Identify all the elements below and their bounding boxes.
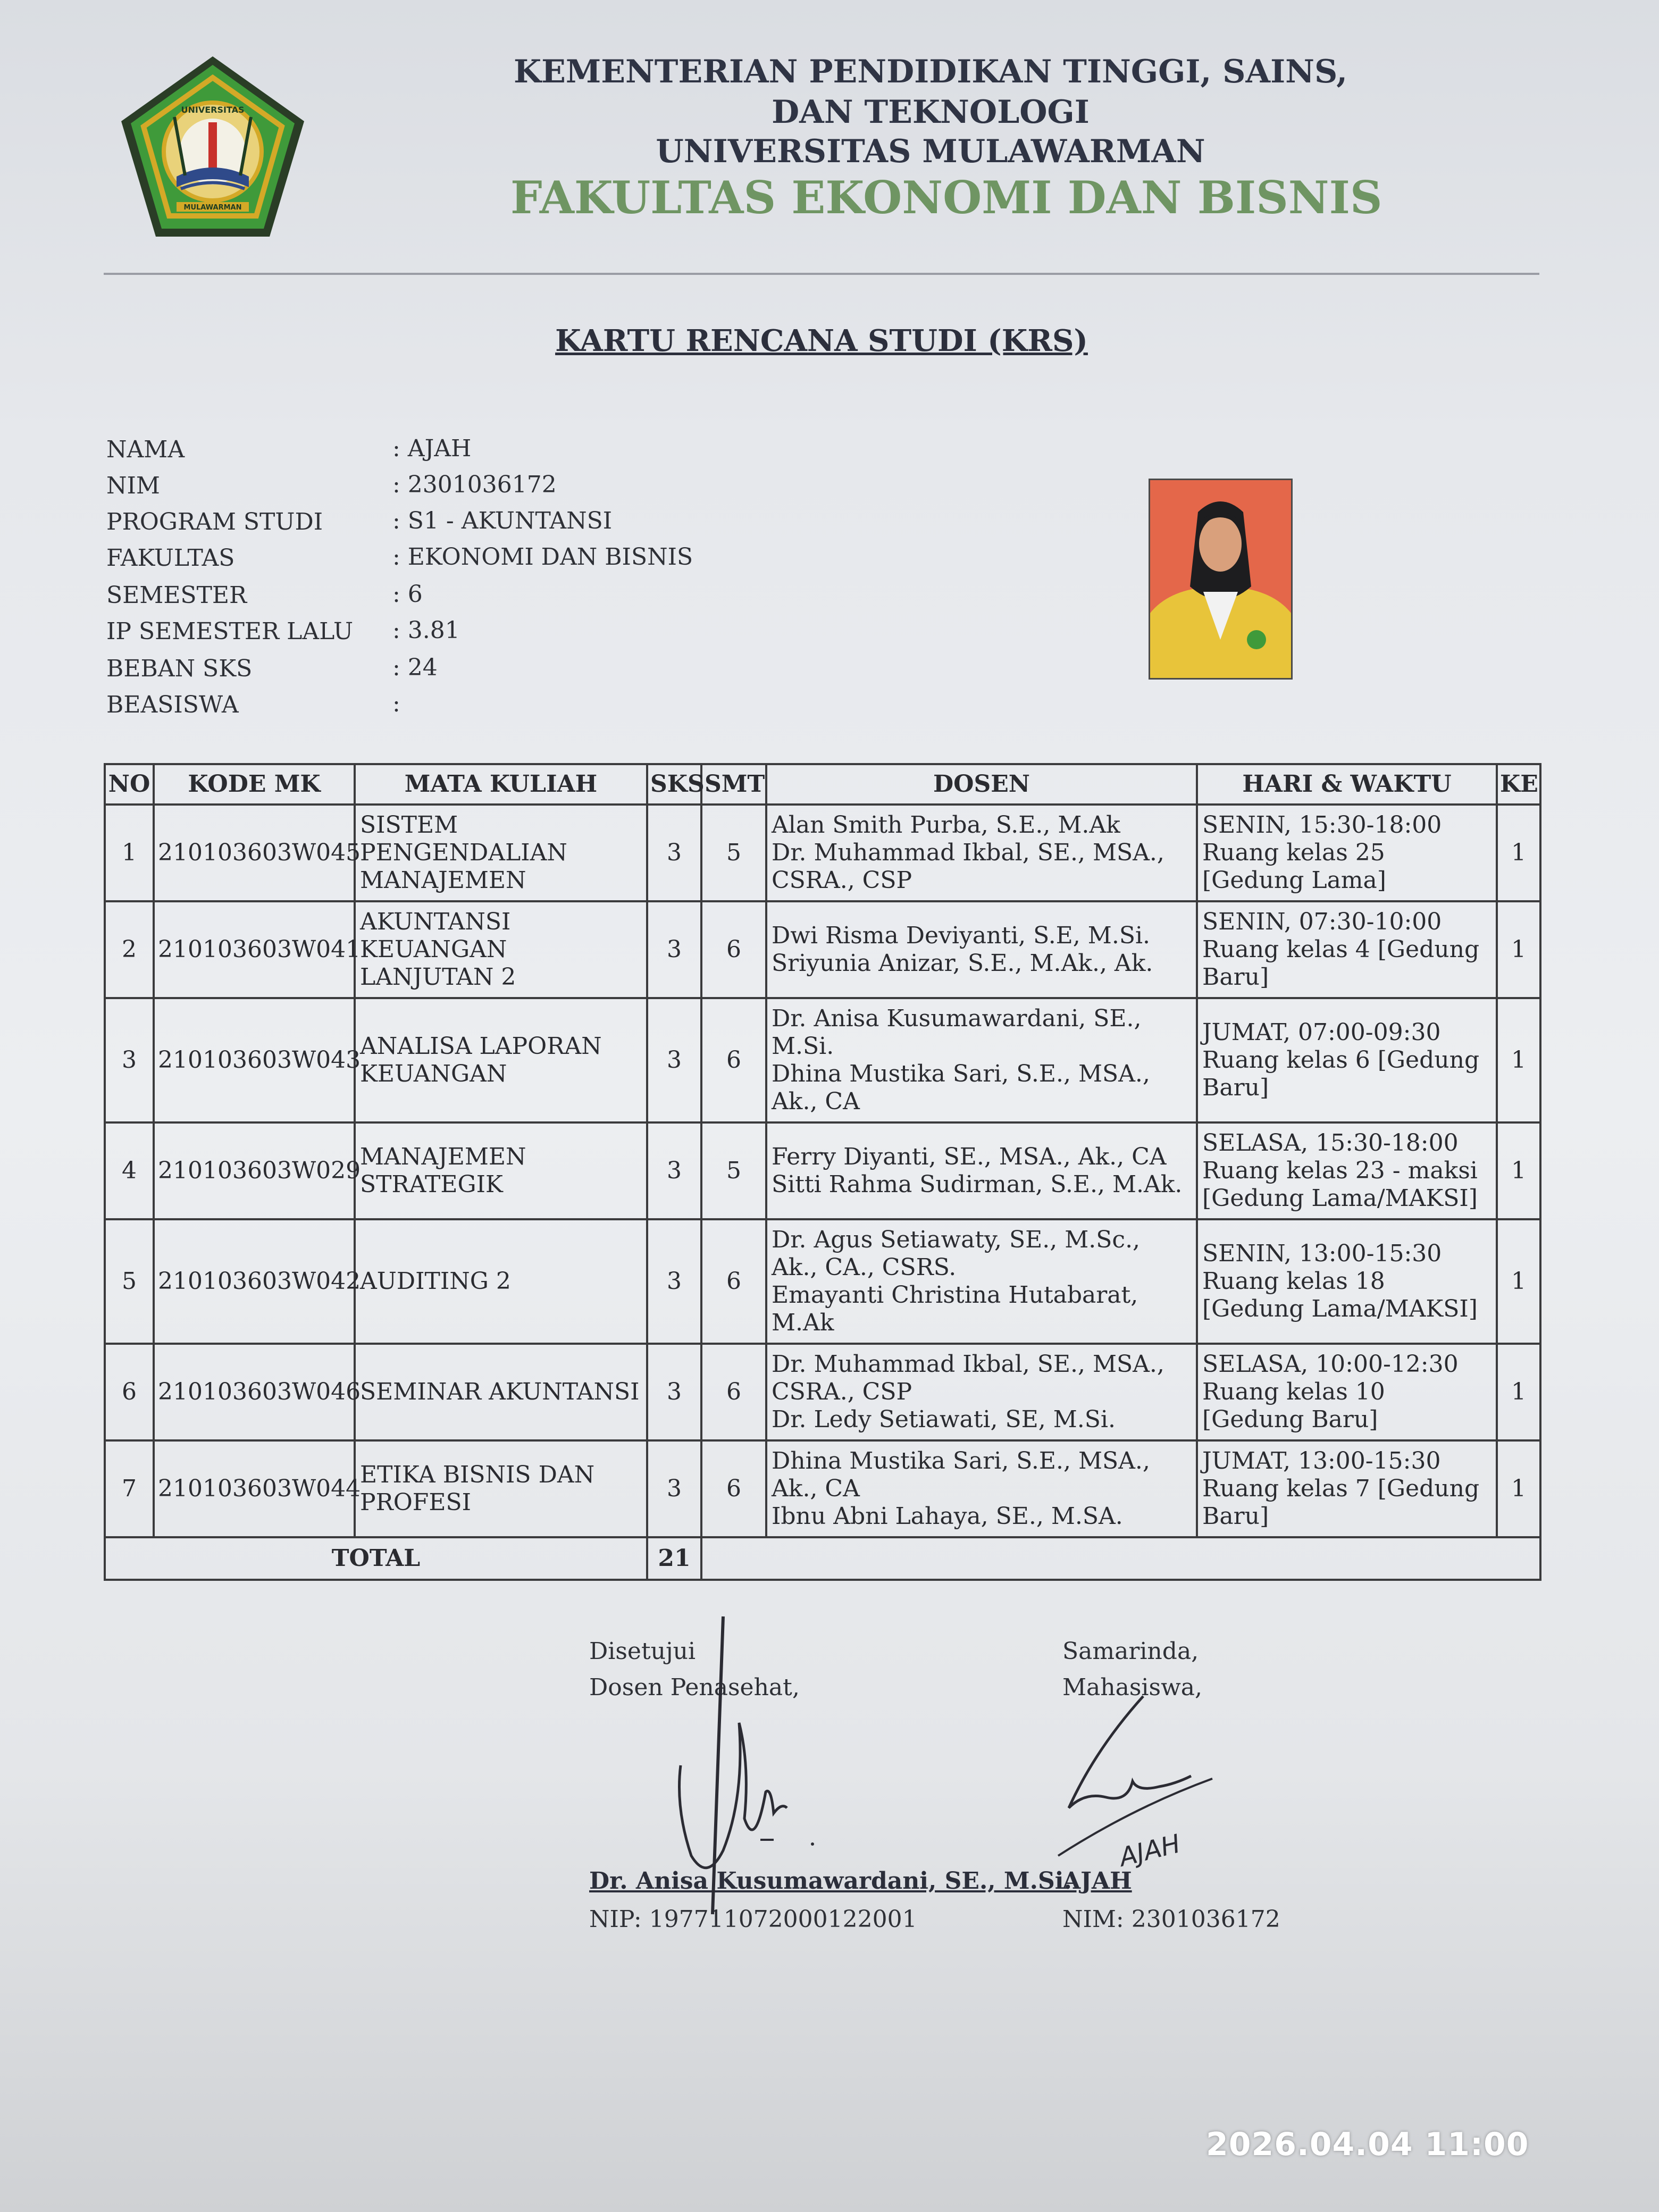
cell-smt: 5: [701, 1122, 766, 1219]
info-value-nim: : 2301036172: [392, 471, 557, 498]
student-signature: [1053, 1686, 1276, 1888]
ruang-line: Ruang kelas 23 - maksi [Gedung Lama/MAKSI]: [1202, 1157, 1478, 1212]
cell-kode: 210103603W041: [154, 901, 355, 998]
info-label-program: PROGRAM STUDI: [106, 508, 323, 535]
header-ministry: KEMENTERIAN PENDIDIKAN TINGGI, SAINS,: [513, 53, 1348, 90]
info-label-ip: IP SEMESTER LALU: [106, 618, 354, 645]
waktu-line: SELASA, 10:00-12:30: [1202, 1351, 1459, 1378]
total-sks: 21: [647, 1537, 701, 1580]
cell-dosen: [766, 805, 1197, 901]
cell-kode: 210103603W045: [154, 805, 355, 901]
dosen-line: Ibnu Abni Lahaya, SE., M.SA.: [772, 1502, 1123, 1530]
dosen-line: Emayanti Christina Hutabarat, M.Ak: [772, 1281, 1138, 1336]
photo-timestamp: 2026.04.04 11:00: [1206, 2126, 1529, 2163]
cell-sks: 3: [647, 998, 701, 1122]
cell-ke: 1: [1497, 805, 1540, 901]
dosen-line: Dwi Risma Deviyanti, S.E, M.Si.: [772, 922, 1151, 950]
cell-mata-kuliah: AUDITING 2: [355, 1219, 647, 1344]
cell-sks: 3: [647, 1219, 701, 1344]
cell-kode: 210103603W029: [154, 1122, 355, 1219]
cell-ke: 1: [1497, 1219, 1540, 1344]
header-faculty: FAKULTAS EKONOMI DAN BISNIS: [510, 171, 1382, 224]
col-header-dosen: DOSEN: [766, 764, 1197, 805]
cell-kode: 210103603W044: [154, 1440, 355, 1537]
cell-mata-kuliah: AKUNTANSI KEUANGAN LANJUTAN 2: [355, 901, 647, 998]
sig-left-line2: Dosen Penasehat,: [589, 1674, 800, 1701]
sig-right-name: AJAH: [1062, 1867, 1132, 1895]
dosen-line: Dr. Muhammad Ikbal, SE., MSA., CSRA., CSP: [772, 1351, 1164, 1406]
total-empty: [701, 1537, 1540, 1580]
cell-mata-kuliah: ANALISA LAPORAN KEUANGAN: [355, 998, 647, 1122]
sig-right-nim: NIM: 2301036172: [1062, 1906, 1280, 1933]
waktu-line: SELASA, 15:30-18:00: [1202, 1129, 1459, 1157]
cell-sks: 3: [647, 901, 701, 998]
cell-hari-waktu: [1197, 998, 1497, 1122]
dosen-line: Dr. Agus Setiawaty, SE., M.Sc., Ak., CA., CSRS.: [772, 1226, 1141, 1281]
waktu-line: SENIN, 15:30-18:00: [1202, 811, 1442, 839]
cell-smt: 6: [701, 1440, 766, 1537]
col-header-no: NO: [105, 764, 154, 805]
ruang-line: Ruang kelas 18 [Gedung Lama/MAKSI]: [1202, 1268, 1478, 1322]
advisor-signature: [659, 1606, 872, 1925]
info-value-nama: : AJAH: [392, 435, 472, 462]
info-label-nim: NIM: [106, 472, 160, 499]
cell-ke: 1: [1497, 901, 1540, 998]
cell-smt: 6: [701, 998, 766, 1122]
info-label-fakultas: FAKULTAS: [106, 544, 235, 572]
cell-dosen: [766, 1344, 1197, 1440]
ruang-line: Ruang kelas 7 [Gedung Baru]: [1202, 1475, 1480, 1530]
cell-smt: 6: [701, 1219, 766, 1344]
cell-hari-waktu: [1197, 901, 1497, 998]
logo-text-top: UNIVERSITAS: [181, 105, 245, 115]
dosen-line: Dhina Mustika Sari, S.E., MSA., Ak., CA: [772, 1060, 1150, 1115]
table-row: [105, 1344, 1540, 1440]
cell-smt: 6: [701, 901, 766, 998]
cell-smt: 6: [701, 1344, 766, 1440]
cell-no: 4: [105, 1122, 154, 1219]
cell-sks: 3: [647, 805, 701, 901]
cell-kode: 210103603W042: [154, 1219, 355, 1344]
cell-mata-kuliah: MANAJEMEN STRATEGIK: [355, 1122, 647, 1219]
student-signature-handwritten: AJAH: [1116, 1829, 1184, 1873]
cell-mata-kuliah: SEMINAR AKUNTANSI: [355, 1344, 647, 1440]
ruang-line: Ruang kelas 10 [Gedung Baru]: [1202, 1378, 1385, 1433]
cell-dosen: [766, 901, 1197, 998]
dosen-line: Sitti Rahma Sudirman, S.E., M.Ak.: [772, 1171, 1183, 1198]
waktu-line: SENIN, 07:30-10:00: [1202, 908, 1442, 936]
info-value-semester: : 6: [392, 581, 423, 608]
cell-mata-kuliah: ETIKA BISNIS DAN PROFESI: [355, 1440, 647, 1537]
info-value-program: : S1 - AKUNTANSI: [392, 507, 613, 534]
col-header-mata-kuliah: MATA KULIAH: [355, 764, 647, 805]
cell-mata-kuliah: SISTEM PENGENDALIAN MANAJEMEN: [355, 805, 647, 901]
ruang-line: Ruang kelas 25 [Gedung Lama]: [1202, 839, 1386, 894]
waktu-line: JUMAT, 13:00-15:30: [1202, 1447, 1441, 1475]
waktu-line: JUMAT, 07:00-09:30: [1202, 1019, 1441, 1046]
info-label-beasiswa: BEASISWA: [106, 691, 239, 718]
col-header-kode: KODE MK: [154, 764, 355, 805]
cell-hari-waktu: [1197, 805, 1497, 901]
table-row: [105, 1440, 1540, 1537]
sig-right-line1: Samarinda,: [1062, 1638, 1199, 1665]
cell-ke: 1: [1497, 1122, 1540, 1219]
sig-left-line1: Disetujui: [589, 1638, 696, 1665]
header-university: UNIVERSITAS MULAWARMAN: [656, 133, 1205, 170]
cell-dosen: [766, 1122, 1197, 1219]
cell-no: 1: [105, 805, 154, 901]
cell-no: 3: [105, 998, 154, 1122]
sig-left-nip: NIP: 197711072000122001: [589, 1906, 917, 1933]
info-label-semester: SEMESTER: [106, 582, 247, 609]
cell-dosen: [766, 1440, 1197, 1537]
col-header-sks: SKS: [647, 764, 701, 805]
info-value-beban: : 24: [392, 654, 438, 681]
sig-left-name: Dr. Anisa Kusumawardani, SE., M.Si.: [589, 1867, 1072, 1895]
logo-text-bottom: MULAWARMAN: [183, 204, 242, 212]
cell-no: 2: [105, 901, 154, 998]
cell-sks: 3: [647, 1122, 701, 1219]
col-header-hari-waktu: HARI & WAKTU: [1197, 764, 1497, 805]
header-ministry-cont: DAN TEKNOLOGI: [772, 94, 1090, 131]
dosen-line: Dr. Anisa Kusumawardani, SE., M.Si.: [772, 1005, 1142, 1060]
ruang-line: Ruang kelas 6 [Gedung Baru]: [1202, 1046, 1480, 1101]
dosen-line: Dr. Muhammad Ikbal, SE., MSA., CSRA., CSP: [772, 839, 1164, 894]
cell-kode: 210103603W043: [154, 998, 355, 1122]
cell-ke: 1: [1497, 1344, 1540, 1440]
table-row: [105, 1219, 1540, 1344]
col-header-smt: SMT: [701, 764, 766, 805]
waktu-line: SENIN, 13:00-15:30: [1202, 1240, 1442, 1268]
cell-sks: 3: [647, 1344, 701, 1440]
info-label-beban: BEBAN SKS: [106, 655, 253, 682]
cell-smt: 5: [701, 805, 766, 901]
table-header-row: [105, 764, 1540, 805]
cell-dosen: [766, 1219, 1197, 1344]
student-photo: [1149, 479, 1293, 680]
cell-sks: 3: [647, 1440, 701, 1537]
info-value-beasiswa: :: [392, 690, 400, 717]
cell-no: 6: [105, 1344, 154, 1440]
dosen-line: Dr. Ledy Setiawati, SE, M.Si.: [772, 1405, 1116, 1433]
krs-table: [104, 763, 1541, 1581]
dosen-line: Alan Smith Purba, S.E., M.Ak: [772, 811, 1120, 839]
table-row: [105, 1122, 1540, 1219]
cell-dosen: [766, 998, 1197, 1122]
cell-hari-waktu: [1197, 1344, 1497, 1440]
university-logo: [117, 53, 308, 242]
table-row: [105, 901, 1540, 998]
cell-no: 5: [105, 1219, 154, 1344]
info-value-fakultas: : EKONOMI DAN BISNIS: [392, 543, 693, 571]
col-header-ke: KE: [1497, 764, 1540, 805]
total-label: TOTAL: [105, 1537, 647, 1580]
ruang-line: Ruang kelas 4 [Gedung Baru]: [1202, 936, 1480, 991]
cell-ke: 1: [1497, 998, 1540, 1122]
sig-right-line2: Mahasiswa,: [1062, 1674, 1202, 1701]
dosen-line: Sriyunia Anizar, S.E., M.Ak., Ak.: [772, 950, 1153, 977]
dosen-line: Ferry Diyanti, SE., MSA., Ak., CA: [772, 1143, 1167, 1171]
cell-hari-waktu: [1197, 1219, 1497, 1344]
cell-hari-waktu: [1197, 1440, 1497, 1537]
info-value-ip: : 3.81: [392, 617, 460, 644]
cell-kode: 210103603W046: [154, 1344, 355, 1440]
table-total-row: [105, 1537, 1540, 1580]
cell-no: 7: [105, 1440, 154, 1537]
header-divider: [104, 273, 1539, 275]
table-row: [105, 805, 1540, 901]
cell-ke: 1: [1497, 1440, 1540, 1537]
info-label-nama: NAMA: [106, 436, 185, 463]
cell-hari-waktu: [1197, 1122, 1497, 1219]
document-title: KARTU RENCANA STUDI (KRS): [555, 323, 1088, 358]
dosen-line: Dhina Mustika Sari, S.E., MSA., Ak., CA: [772, 1447, 1150, 1503]
table-row: [105, 998, 1540, 1122]
